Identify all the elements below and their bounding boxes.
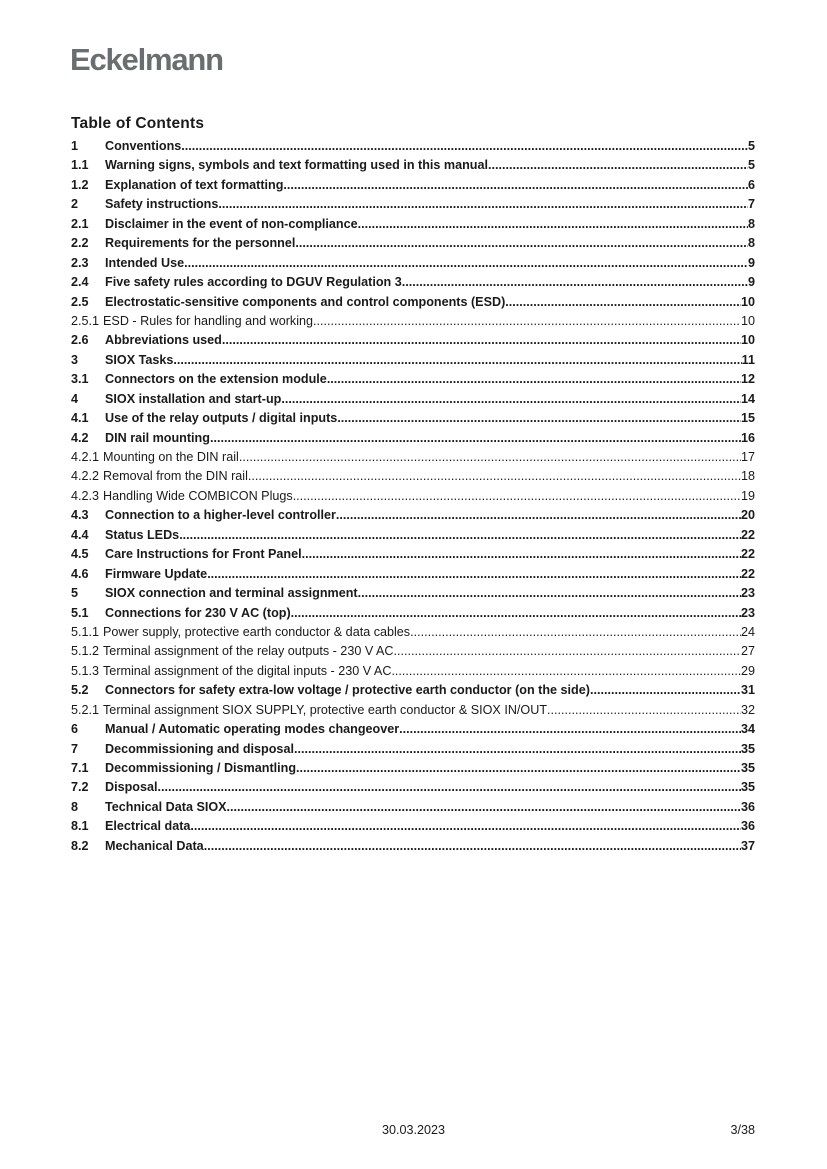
toc-entry-page: 34	[740, 722, 755, 737]
toc-entry-number: 2	[71, 197, 79, 212]
toc-entry-title: ESD - Rules for handling and working	[103, 313, 314, 328]
dot-leader	[313, 314, 741, 328]
toc-entry[interactable]	[71, 703, 755, 722]
toc-entry[interactable]	[71, 236, 755, 255]
dot-leader	[410, 625, 741, 639]
toc-entry-page: 14	[740, 391, 755, 406]
toc-entry-number: 5.1.1	[71, 624, 100, 639]
toc-entry-page: 27	[740, 644, 755, 659]
toc-entry-title: Explanation of text formatting	[105, 177, 284, 192]
dot-leader	[399, 722, 741, 736]
toc-entry-title: Terminal assignment of the digital inputs - 230 V AC	[103, 663, 392, 678]
toc-entry-title: Use of the relay outputs / digital inputs	[105, 411, 338, 426]
toc-entry-number: 7	[71, 741, 79, 756]
toc-entry-page: 5	[747, 158, 755, 173]
toc-entry-title: Mechanical Data	[105, 838, 204, 853]
dot-leader	[391, 664, 741, 678]
toc-entry[interactable]	[71, 217, 755, 236]
dot-leader	[402, 275, 748, 289]
dot-leader	[291, 606, 741, 620]
toc-entry-number: 4	[71, 391, 79, 406]
toc-entry-title: Power supply, protective earth conductor & data cables	[103, 624, 411, 639]
toc-entry-title: Connectors for safety extra-low voltage / protective earth conductor (on the side)	[105, 683, 590, 698]
dot-leader	[295, 236, 748, 250]
toc-entry[interactable]	[71, 431, 755, 450]
eckelmann-logo: Eckelmann	[70, 42, 223, 77]
toc-entry-number: 8	[71, 799, 79, 814]
toc-entry-number: 5	[71, 586, 79, 601]
dot-leader	[590, 683, 741, 697]
toc-entry-number: 4.1	[71, 411, 89, 426]
toc-title: Table of Contents	[71, 115, 205, 132]
footer-date: 30.03.2023	[381, 1123, 446, 1137]
dot-leader	[358, 586, 741, 600]
toc-entry-page: 22	[740, 547, 755, 562]
dot-leader	[179, 528, 741, 542]
toc-entry[interactable]	[71, 761, 755, 780]
toc-entry-number: 6	[71, 722, 79, 737]
toc-entry-number: 5.1	[71, 605, 89, 620]
dot-leader	[207, 567, 741, 581]
toc-entry-page: 32	[740, 702, 755, 717]
toc-entry-number: 1.2	[71, 177, 89, 192]
toc-entry-title: Handling Wide COMBICON Plugs	[103, 488, 293, 503]
toc-entry-title: SIOX installation and start-up	[105, 391, 282, 406]
dot-leader	[173, 353, 741, 367]
toc-entry-page: 18	[740, 469, 755, 484]
toc-entry-number: 4.4	[71, 527, 89, 542]
toc-entry[interactable]	[71, 508, 755, 527]
toc-entry[interactable]	[71, 606, 755, 625]
toc-entry-number: 5.2	[71, 683, 89, 698]
toc-entry-title: DIN rail mounting	[105, 430, 210, 445]
dot-leader	[281, 392, 741, 406]
dot-leader	[293, 489, 741, 503]
toc-entry-title: Connections for 230 V AC (top)	[105, 605, 291, 620]
dot-leader	[302, 547, 741, 561]
toc-entry-page: 10	[740, 313, 755, 328]
dot-leader	[283, 178, 748, 192]
toc-entry-number: 2.2	[71, 236, 89, 251]
toc-entry[interactable]	[71, 139, 755, 158]
toc-entry-title: Warning signs, symbols and text formatting used in this manual	[105, 158, 488, 173]
toc-entry-number: 2.6	[71, 333, 89, 348]
toc-entry-number: 2.4	[71, 275, 89, 290]
toc-entry-number: 4.2.1	[71, 450, 100, 464]
dot-leader	[218, 197, 748, 211]
dot-leader	[337, 411, 741, 425]
toc-entry[interactable]	[71, 800, 755, 819]
toc-entry-number: 4.6	[71, 566, 89, 581]
toc-entry-title: SIOX connection and terminal assignment	[105, 586, 358, 601]
toc-entry-title: Connection to a higher-level controller	[105, 508, 336, 523]
toc-entry[interactable]	[71, 586, 755, 605]
dot-leader	[327, 372, 741, 386]
toc-entry-page: 17	[740, 450, 755, 464]
toc-entry[interactable]	[71, 644, 755, 663]
toc-entry-page: 35	[740, 741, 755, 756]
dot-leader	[294, 742, 741, 756]
toc-entry-number: 5.1.3	[71, 663, 100, 678]
toc-entry-page: 10	[740, 333, 755, 348]
toc-entry-number: 7.2	[71, 780, 89, 795]
toc-entry-number: 8.2	[71, 838, 89, 853]
toc-entry-number: 4.5	[71, 547, 89, 562]
toc-entry-page: 36	[740, 819, 755, 834]
toc-entry-title: Terminal assignment of the relay outputs - 230 V AC	[103, 644, 394, 659]
dot-leader	[222, 333, 741, 347]
toc-entry-number: 4.2	[71, 430, 89, 445]
toc-entry-page: 35	[740, 761, 755, 775]
toc-entry-title: Disposal	[105, 780, 158, 795]
toc-entry-title: Firmware Update	[105, 566, 208, 581]
dot-leader	[181, 139, 748, 153]
toc-entry[interactable]	[71, 295, 755, 314]
dot-leader	[547, 703, 741, 717]
toc-entry-title: Abbreviations used	[105, 333, 222, 348]
toc-entry[interactable]	[71, 372, 755, 391]
toc-entry-page: 15	[740, 411, 755, 426]
toc-entry[interactable]	[71, 489, 755, 508]
toc-entry-page: 23	[740, 586, 755, 601]
toc-entry[interactable]	[71, 664, 755, 683]
toc-entry[interactable]	[71, 450, 755, 469]
toc-entry-title: Five safety rules according to DGUV Regulation 3	[105, 275, 402, 290]
toc-entry[interactable]	[71, 683, 755, 702]
toc-entry[interactable]	[71, 178, 755, 197]
toc-entry[interactable]	[71, 528, 755, 547]
toc-entry[interactable]	[71, 314, 755, 333]
toc-entry-number: 7.1	[71, 761, 89, 775]
toc-entry-page: 8	[747, 216, 755, 231]
toc-entry-title: Requirements for the personnel	[105, 236, 296, 251]
dot-leader	[296, 761, 741, 775]
toc-entry-title: Electrical data	[105, 819, 191, 834]
dot-leader	[190, 819, 741, 833]
toc-entry[interactable]	[71, 392, 755, 411]
footer-page-number: 3/38	[730, 1123, 755, 1137]
dot-leader	[505, 295, 741, 309]
table-of-contents	[71, 139, 755, 858]
dot-leader	[158, 780, 741, 794]
toc-entry-title: Intended Use	[105, 255, 185, 270]
toc-entry-number: 2.5	[71, 294, 89, 309]
toc-entry[interactable]	[71, 353, 755, 372]
toc-entry[interactable]	[71, 411, 755, 430]
toc-entry-number: 8.1	[71, 819, 89, 834]
toc-entry-number: 2.3	[71, 255, 89, 270]
toc-entry-page: 36	[740, 799, 755, 814]
toc-entry-page: 6	[747, 177, 755, 192]
toc-entry-page: 8	[747, 236, 755, 251]
toc-entry[interactable]	[71, 839, 755, 858]
dot-leader	[488, 158, 748, 172]
toc-entry-title: SIOX Tasks	[105, 352, 174, 367]
toc-entry[interactable]	[71, 333, 755, 352]
toc-entry-page: 29	[740, 663, 755, 678]
toc-entry-title: Safety instructions	[105, 197, 219, 212]
toc-entry-title: Connectors on the extension module	[105, 372, 327, 387]
toc-entry[interactable]	[71, 780, 755, 799]
toc-entry-page: 9	[747, 255, 755, 270]
toc-entry[interactable]	[71, 158, 755, 177]
toc-entry[interactable]	[71, 819, 755, 838]
dot-leader	[394, 644, 741, 658]
toc-entry-number: 4.2.3	[71, 488, 100, 503]
dot-leader	[358, 217, 748, 231]
dot-leader	[184, 256, 748, 270]
toc-entry[interactable]	[71, 722, 755, 741]
toc-entry-page: 20	[740, 508, 755, 523]
toc-entry[interactable]	[71, 567, 755, 586]
toc-entry-page: 7	[747, 197, 755, 212]
toc-entry-page: 12	[740, 372, 755, 387]
toc-entry-page: 35	[740, 780, 755, 795]
toc-entry-number: 1	[71, 139, 79, 153]
toc-entry-number: 4.3	[71, 508, 89, 523]
toc-entry-number: 5.2.1	[71, 702, 100, 717]
toc-entry[interactable]	[71, 197, 755, 216]
toc-entry-title: Disclaimer in the event of non-compliance	[105, 216, 358, 231]
toc-entry[interactable]	[71, 275, 755, 294]
toc-entry-page: 22	[740, 566, 755, 581]
toc-entry-page: 24	[740, 624, 755, 639]
toc-entry-title: Terminal assignment SIOX SUPPLY, protective earth conductor & SIOX IN/OUT	[103, 702, 548, 717]
dot-leader	[210, 431, 741, 445]
dot-leader	[227, 800, 741, 814]
toc-entry-number: 1.1	[71, 158, 89, 173]
toc-entry-title: Removal from the DIN rail	[103, 469, 248, 484]
toc-entry[interactable]	[71, 469, 755, 488]
toc-entry-title: Decommissioning and disposal	[105, 741, 294, 756]
toc-entry[interactable]	[71, 547, 755, 566]
dot-leader	[248, 469, 741, 483]
toc-entry-page: 11	[741, 352, 755, 367]
toc-entry-page: 37	[740, 838, 755, 853]
toc-entry-title: Status LEDs	[105, 527, 180, 542]
toc-entry[interactable]	[71, 256, 755, 275]
toc-entry-title: Technical Data SIOX	[105, 799, 227, 814]
toc-entry-title: Care Instructions for Front Panel	[105, 547, 302, 562]
toc-entry-number: 3	[71, 352, 79, 367]
toc-entry[interactable]	[71, 625, 755, 644]
dot-leader	[204, 839, 741, 853]
toc-entry-page: 23	[740, 605, 755, 620]
toc-entry-title: Electrostatic-sensitive components and control components (ESD)	[105, 294, 506, 309]
toc-entry-page: 16	[740, 430, 755, 445]
dot-leader	[239, 450, 741, 464]
toc-entry-number: 2.1	[71, 216, 89, 231]
toc-entry-page: 9	[747, 275, 755, 290]
toc-entry-page: 5	[747, 139, 755, 153]
toc-entry-page: 22	[740, 527, 755, 542]
dot-leader	[336, 508, 741, 522]
toc-entry-page: 10	[740, 294, 755, 309]
toc-entry-page: 19	[740, 488, 755, 503]
toc-entry-number: 5.1.2	[71, 644, 100, 659]
toc-entry-number: 4.2.2	[71, 469, 100, 484]
toc-entry-number: 2.5.1	[71, 313, 100, 328]
toc-entry-title: Decommissioning / Dismantling	[105, 761, 297, 775]
toc-entry-page: 31	[740, 683, 755, 698]
toc-entry-title: Manual / Automatic operating modes changeover	[105, 722, 400, 737]
toc-entry-title: Conventions	[105, 139, 182, 153]
toc-entry-number: 3.1	[71, 372, 89, 387]
toc-entry-title: Mounting on the DIN rail	[103, 450, 239, 464]
toc-entry[interactable]	[71, 742, 755, 761]
